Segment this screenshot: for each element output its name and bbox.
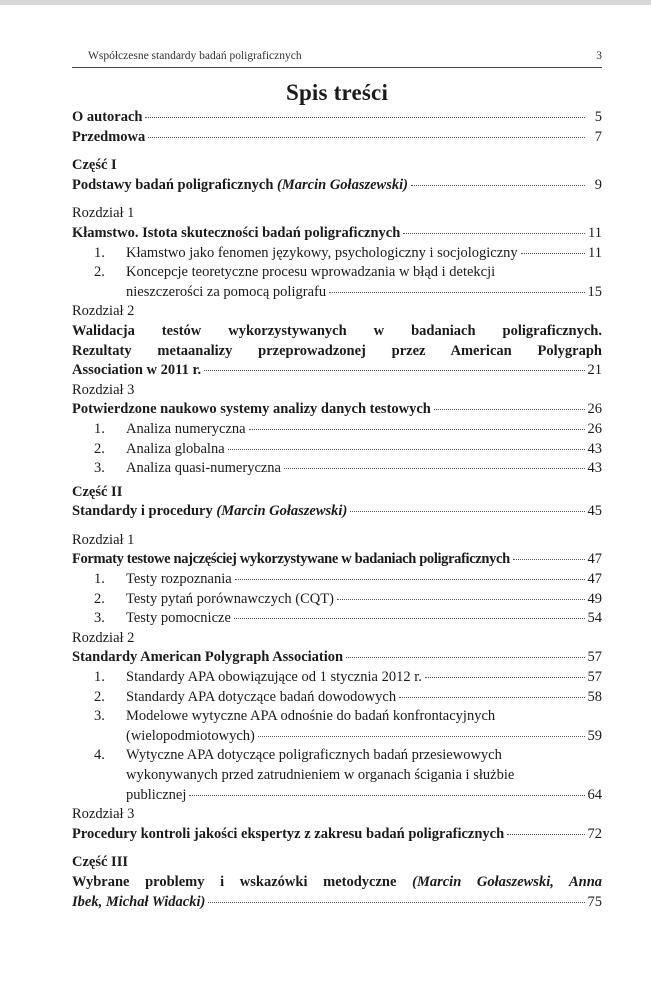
dot-leader [284, 468, 585, 469]
entry-title: Podstawy badań poligraficznych (Marcin Gołaszewski) [72, 176, 408, 193]
toc-entry-chapter-line[interactable]: Walidacja testów wykorzystywanych w badaniach poligraficznych. [72, 322, 602, 339]
entry-title: nieszczerości za pomocą poligrafu [126, 283, 327, 300]
entry-page: 49 [587, 590, 602, 607]
entry-title: publicznej [126, 786, 187, 803]
entry-author: (Marcin Gołaszewski, Anna [412, 873, 603, 890]
chapter-label: Rozdział 2 [72, 629, 135, 646]
running-title: Współczesne standardy badań poligraficznych [88, 50, 302, 62]
dot-leader [507, 834, 584, 835]
toc-title: Spis treści [285, 80, 389, 105]
toc-entry-section-cont[interactable] [72, 786, 602, 806]
toc-entry-section[interactable] [72, 609, 602, 629]
toc-entry-part-3[interactable] [72, 893, 602, 913]
entry-author: (Marcin Gołaszewski) [277, 176, 408, 193]
entry-author: (Marcin Gołaszewski) [216, 503, 348, 520]
entry-title: Association w 2011 r. [72, 362, 202, 379]
dot-leader [249, 429, 585, 430]
toc-entry-chapter[interactable] [72, 361, 602, 381]
toc-entry-chapter[interactable] [72, 648, 602, 668]
page-edge [0, 0, 651, 5]
dot-leader [208, 902, 584, 903]
toc-entry-authors[interactable] [72, 108, 602, 128]
entry-title: Kłamstwo. Istota skuteczności badań poligraficznych [72, 224, 401, 241]
toc-entry-section[interactable] [72, 440, 602, 460]
entry-page: 26 [587, 401, 602, 418]
entry-page: 5 [594, 109, 602, 125]
entry-page: 59 [587, 727, 602, 744]
entry-page: 47 [587, 551, 602, 568]
toc-entry-section[interactable] [72, 590, 602, 610]
toc-entry-part-2[interactable] [72, 502, 602, 522]
table-of-contents [72, 108, 602, 912]
entry-page: 54 [587, 610, 602, 627]
toc-entry-chapter[interactable] [72, 550, 602, 570]
dot-leader [513, 559, 585, 560]
entry-title: Potwierdzone naukowo systemy analizy danych testowych [72, 401, 431, 418]
toc-entry-preface[interactable] [72, 128, 602, 148]
entry-page: 75 [587, 893, 602, 910]
entry-page: 45 [587, 503, 602, 520]
entry-title: 2. Analiza globalna [94, 440, 225, 457]
dot-leader [228, 449, 585, 450]
toc-entry-section-line[interactable]: 4. Wytyczne APA dotyczące poligraficznych badań przesiewowych [94, 747, 502, 764]
dot-leader [425, 677, 585, 678]
entry-title: 1. Kłamstwo jako fenomen językowy, psychologiczny i socjologiczny [94, 244, 518, 261]
dot-leader [329, 292, 584, 293]
entry-title: O autorach [72, 109, 143, 125]
entry-page: 11 [588, 224, 602, 241]
entry-page: 15 [587, 283, 602, 300]
dot-leader [189, 795, 584, 796]
toc-entry-section[interactable] [72, 420, 602, 440]
dot-leader [434, 409, 585, 410]
chapter-label: Rozdział 2 [72, 303, 135, 320]
entry-page: 11 [588, 244, 602, 261]
dot-leader [337, 599, 585, 600]
entry-page: 9 [594, 176, 602, 193]
dot-leader [521, 253, 585, 254]
toc-entry-section[interactable] [72, 244, 602, 264]
entry-title: Procedury kontroli jakości ekspertyz z zakresu badań poligraficznych [72, 825, 505, 842]
dot-leader [258, 736, 585, 737]
entry-page: 64 [587, 786, 602, 803]
chapter-label: Rozdział 1 [72, 531, 135, 548]
dot-leader [235, 579, 585, 580]
entry-page: 26 [587, 420, 602, 437]
part-label: Część II [72, 483, 123, 500]
entry-title: 3. Testy pomocnicze [94, 610, 231, 627]
entry-title: 2. Standardy APA dotyczące badań dowodowych [94, 688, 397, 705]
entry-title: 2. Testy pytań porównawczych (CQT) [94, 590, 334, 607]
toc-entry-section-cont[interactable] [72, 283, 602, 303]
toc-entry-chapter[interactable] [72, 224, 602, 244]
dot-leader [148, 137, 585, 138]
toc-entry-part-3-line[interactable]: Wybrane problemy i wskazówki metodyczne (Marcin Gołaszewski, Anna [72, 873, 603, 890]
entry-title: 3. Analiza quasi-numeryczna [94, 460, 281, 477]
chapter-label: Rozdział 3 [72, 381, 135, 398]
dot-leader [145, 117, 585, 118]
entry-title: 1. Testy rozpoznania [94, 571, 232, 588]
entry-page: 21 [587, 362, 602, 379]
dot-leader [350, 511, 584, 512]
toc-entry-section-line[interactable]: wykonywanych przed zatrudnieniem w organach ścigania i służbie [126, 767, 515, 783]
toc-entry-section-cont[interactable] [72, 727, 602, 747]
entry-page: 57 [587, 669, 602, 686]
chapter-label: Rozdział 1 [72, 205, 135, 222]
toc-entry-section[interactable] [72, 570, 602, 590]
toc-entry-section-line[interactable]: 2. Koncepcje teoretyczne procesu wprowadzania w błąd i detekcji [94, 264, 496, 281]
entry-page: 7 [594, 128, 602, 145]
entry-title: 1. Analiza numeryczna [94, 420, 246, 437]
entry-title: Standardy i procedury (Marcin Gołaszewski) [72, 503, 348, 520]
header-rule [72, 67, 602, 68]
entry-title: Przedmowa [72, 128, 146, 145]
dot-leader [204, 370, 584, 371]
entry-title: Standardy American Polygraph Association [72, 649, 344, 666]
dot-leader [411, 185, 585, 186]
entry-author: Ibek, Michał Widacki) [72, 893, 206, 910]
dot-leader [403, 233, 585, 234]
entry-page: 43 [587, 460, 602, 477]
toc-entry-section[interactable] [72, 668, 602, 688]
entry-title: (wielopodmiotowych) [126, 727, 255, 744]
entry-page: 57 [587, 649, 602, 666]
part-label: Część I [72, 157, 117, 174]
chapter-label: Rozdział 3 [72, 806, 135, 823]
toc-entry-chapter[interactable] [72, 825, 602, 845]
dot-leader [399, 697, 584, 698]
entry-page: 72 [587, 825, 602, 842]
entry-title: 1. Standardy APA obowiązujące od 1 stycznia 2012 r. [94, 669, 422, 686]
page-number: 3 [596, 50, 602, 62]
part-label: Część III [72, 854, 128, 871]
toc-entry-section[interactable] [72, 459, 602, 479]
toc-entry-chapter[interactable] [72, 400, 602, 420]
entry-title: Formaty testowe najczęściej wykorzystywane w badaniach poligraficznych [72, 551, 510, 568]
toc-entry-section-line[interactable]: 3. Modelowe wytyczne APA odnośnie do badań konfrontacyjnych [94, 708, 496, 725]
toc-entry-chapter-line[interactable]: Rezultaty metaanalizy przeprowadzonej przez American Polygraph [72, 342, 602, 359]
dot-leader [346, 657, 584, 658]
entry-page: 43 [587, 440, 602, 457]
entry-page: 47 [587, 571, 602, 588]
entry-page: 58 [587, 688, 602, 705]
running-head [72, 47, 602, 65]
toc-entry-part-1[interactable] [72, 176, 602, 196]
dot-leader [234, 618, 585, 619]
toc-entry-section[interactable] [72, 688, 602, 708]
